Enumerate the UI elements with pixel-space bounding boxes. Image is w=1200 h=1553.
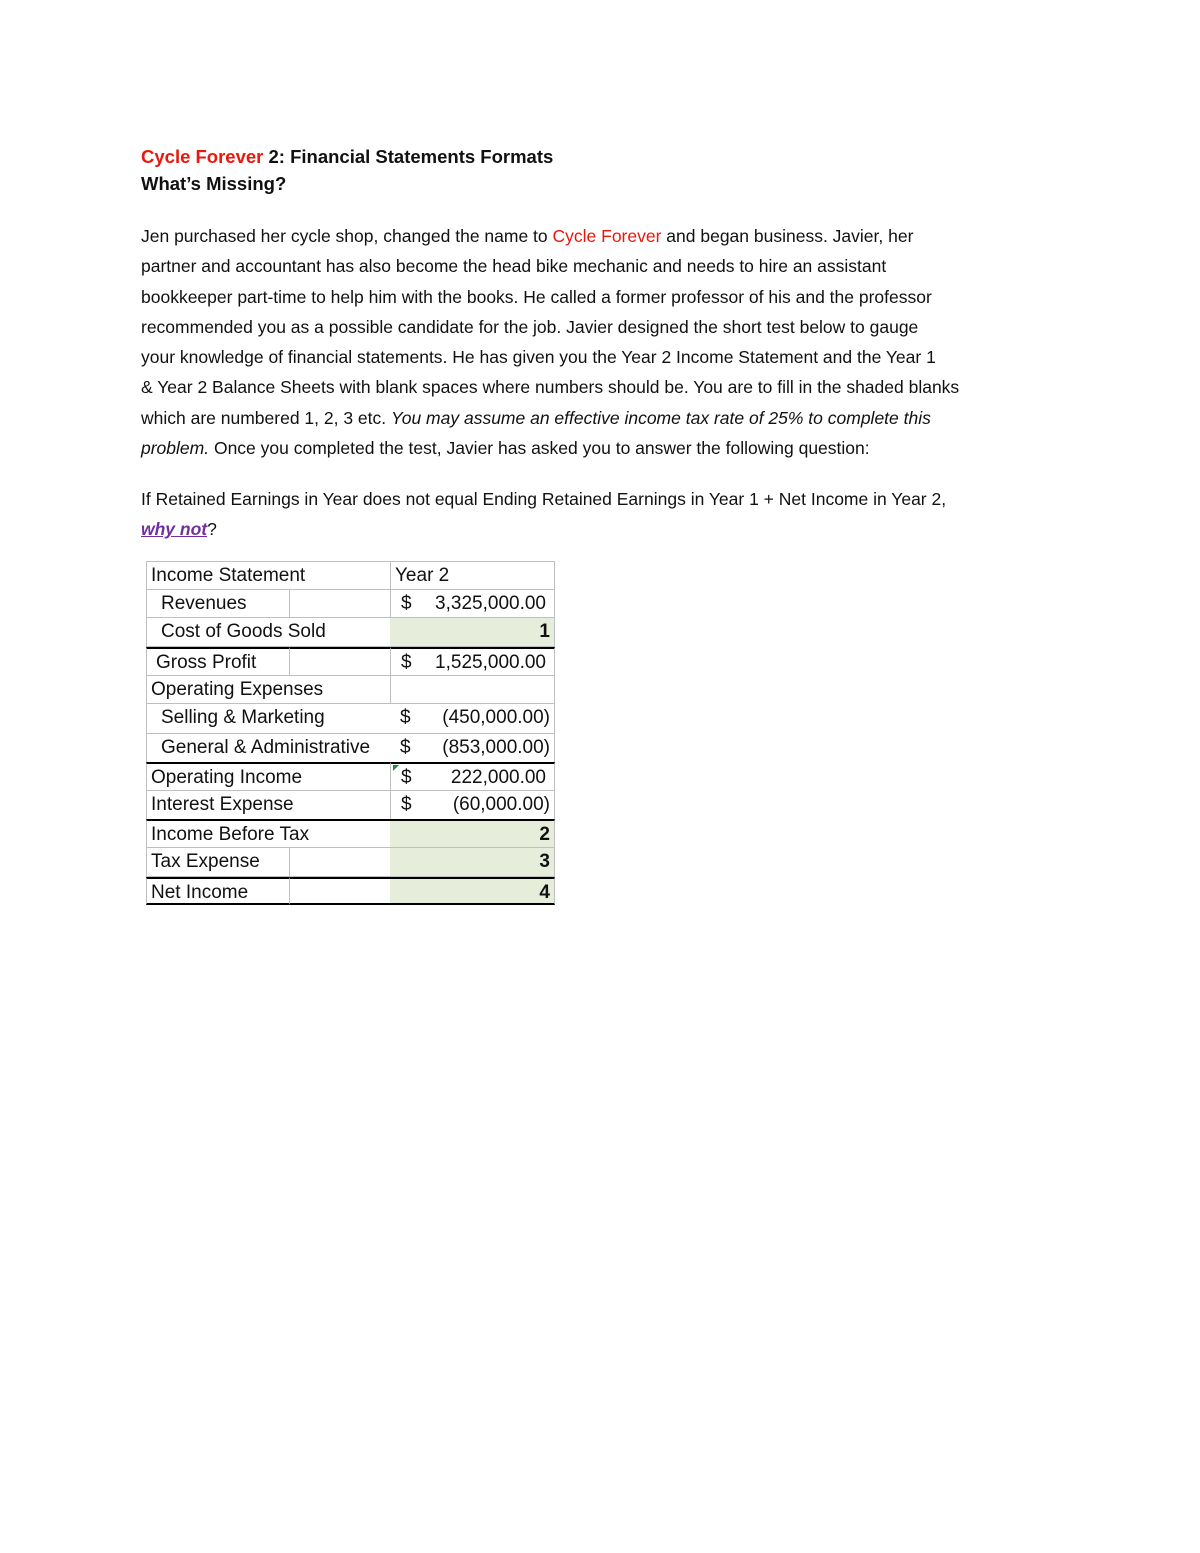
text-run: which are numbered 1, 2, 3 etc. (141, 407, 391, 428)
question-mark: ? (207, 519, 217, 539)
row-label: Gross Profit (146, 647, 289, 676)
brand-name: Cycle Forever (552, 226, 662, 246)
table-header-row (146, 561, 555, 590)
italic-run: You may assume an effective income tax rate of 25% to complete this (391, 407, 931, 428)
row-label: Tax Expense (146, 848, 289, 877)
title-brand: Cycle Forever (141, 146, 264, 167)
row-label: Operating Expenses (146, 676, 390, 705)
row-value (390, 733, 555, 762)
row-label: General & Administrative (146, 733, 390, 762)
paragraph-line: recommended you as a possible candidate for the job. Javier designed the short test below to gauge (141, 316, 919, 337)
row-label: Income Before Tax (146, 819, 390, 848)
amount: 222,000.00 (450, 766, 546, 788)
dollar-sign: $ (401, 766, 412, 788)
amount: 1,525,000.00 (435, 652, 546, 674)
dollar-sign: $ (401, 592, 412, 614)
empty-cell (289, 848, 390, 877)
table-row (146, 848, 555, 877)
amount: (853,000.00) (442, 737, 550, 759)
cell-comment-marker-icon (393, 765, 399, 771)
table-row (146, 762, 555, 791)
row-value (390, 762, 555, 791)
title-suffix: 2: Financial Statements Formats (263, 146, 554, 167)
italic-run: problem. (141, 438, 210, 459)
title-line (141, 143, 553, 170)
table-row (146, 704, 555, 733)
blank-answer-cell[interactable] (390, 618, 555, 647)
row-value (390, 791, 555, 820)
header-year: Year 2 (390, 561, 555, 590)
paragraph-line (141, 221, 1071, 251)
subtitle: What’s Missing? (141, 173, 287, 194)
row-value (390, 647, 555, 676)
paragraph-line: your knowledge of financial statements. He has given you the Year 2 Income Statement and the Year 1 (141, 347, 936, 368)
row-label: Selling & Marketing (146, 704, 390, 733)
row-label: Net Income (146, 877, 289, 906)
intro-paragraph (141, 221, 1071, 463)
amount: (450,000.00) (442, 707, 550, 729)
row-label: Operating Income (146, 762, 390, 791)
dollar-sign: $ (400, 737, 411, 759)
row-value (390, 704, 555, 733)
blank-number: 2 (539, 824, 550, 846)
blank-number: 4 (539, 881, 550, 903)
table-row (146, 590, 555, 619)
document-title (141, 143, 553, 197)
table-row (146, 676, 555, 705)
paragraph-line (141, 433, 1071, 463)
text-run: Once you completed the test, Javier has asked you to answer the following question: (209, 438, 870, 459)
blank-answer-cell[interactable] (390, 848, 555, 877)
row-label: Interest Expense (146, 791, 390, 820)
table-row (146, 877, 555, 906)
table-row (146, 618, 555, 647)
amount: (60,000.00) (452, 793, 550, 815)
income-statement-table (146, 561, 555, 905)
table-row (146, 791, 555, 820)
blank-answer-cell[interactable] (390, 819, 555, 848)
empty-cell (390, 676, 555, 705)
header-label: Income Statement (146, 561, 390, 590)
row-label: Cost of Goods Sold (146, 618, 390, 647)
text-run: and began business. Javier, her (661, 226, 914, 246)
dollar-sign: $ (401, 652, 412, 674)
dollar-sign: $ (401, 793, 412, 815)
blank-answer-cell[interactable] (390, 877, 555, 906)
paragraph-line (141, 403, 1071, 433)
empty-cell (289, 590, 390, 619)
text-run: Jen purchased her cycle shop, changed the name to (141, 226, 553, 246)
why-not-link[interactable]: why not (141, 519, 208, 539)
table-row (146, 733, 555, 762)
empty-cell (289, 877, 390, 906)
row-label: Revenues (146, 590, 289, 619)
paragraph-line: & Year 2 Balance Sheets with blank spaces where numbers should be. You are to fill in the shaded blanks (141, 377, 960, 398)
table-row (146, 647, 555, 676)
amount: 3,325,000.00 (435, 592, 546, 614)
paragraph-line: bookkeeper part-time to help him with the books. He called a former professor of his and the professor (141, 286, 932, 307)
paragraph-line: partner and accountant has also become the head bike mechanic and needs to hire an assistant (141, 256, 887, 277)
question-text: If Retained Earnings in Year does not equal Ending Retained Earnings in Year 1 + Net Income in Year 2, (141, 489, 947, 509)
blank-number: 3 (539, 850, 550, 872)
row-value (390, 590, 555, 619)
question-paragraph (141, 484, 1071, 544)
dollar-sign: $ (400, 707, 411, 729)
blank-number: 1 (539, 621, 550, 643)
table-row (146, 819, 555, 848)
empty-cell (289, 647, 390, 676)
